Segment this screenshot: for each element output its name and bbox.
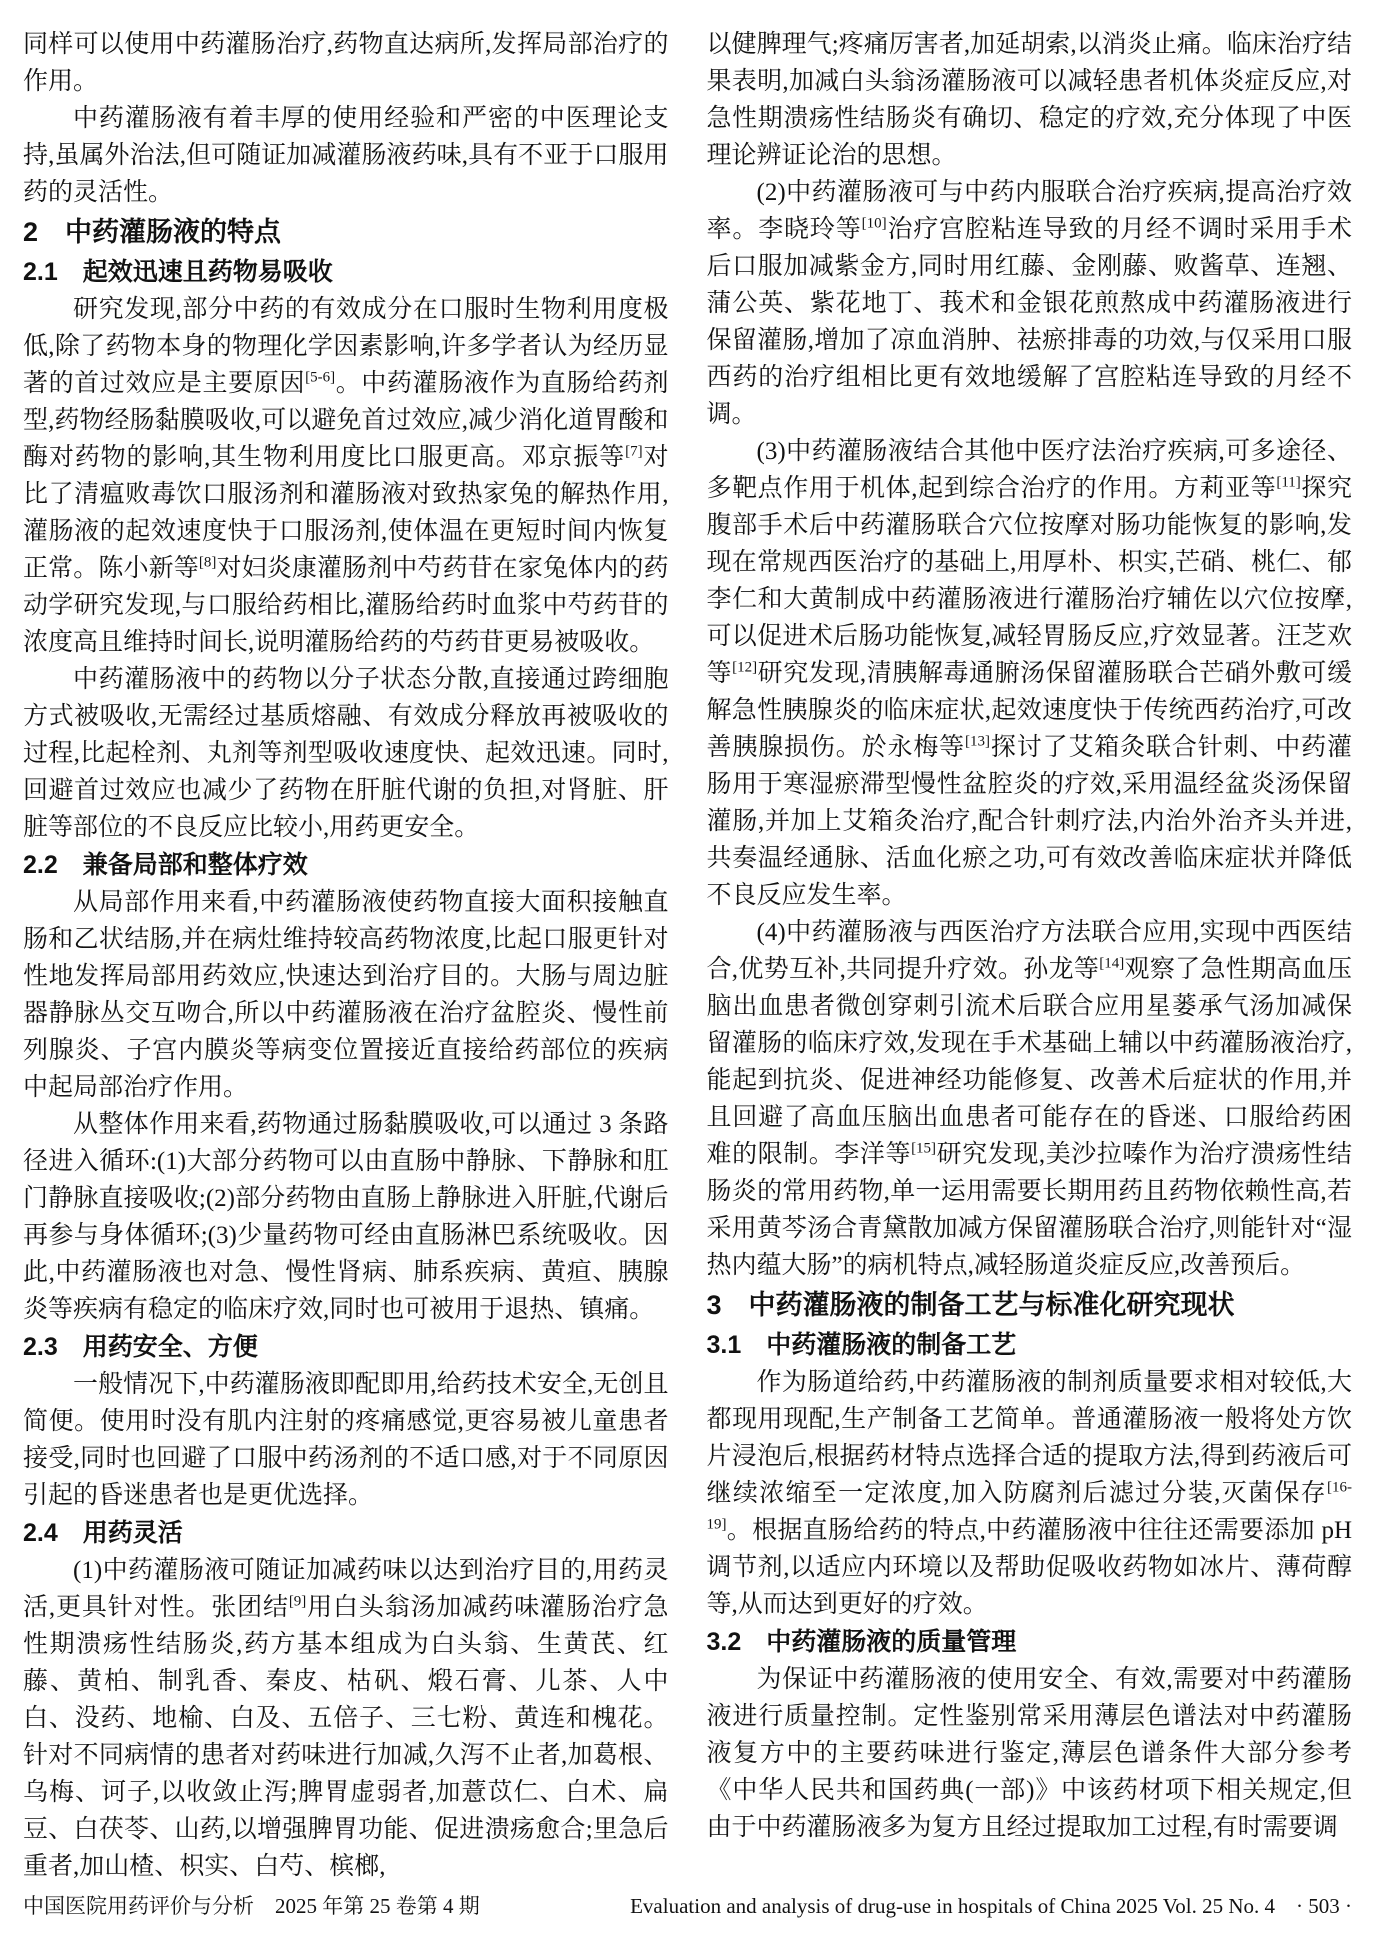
paragraph: 从整体作用来看,药物通过肠黏膜吸收,可以通过 3 条路径进入循环:(1)大部分药物可以由直肠中静脉、下静脉和肛门静脉直接吸收;(2)部分药物由直肠上静脉进入肝脏,代谢后再参与身体循环;(3)少量药物可经由直肠淋巴系统吸收。因此,中药灌肠液也对急、慢性肾病、肺系疾病、黄疸、胰腺炎等疾病有稳定的临床疗效,同时也可被用于退热、镇痛。 (23, 1111, 669, 1323)
reference-marker: [15] (911, 1140, 937, 1157)
paragraph: 研究发现,部分中药的有效成分在口服时生物利用度极低,除了药物本身的物理化学因素影响,许多学者认为经历显著的首过效应是主要原因[5-6]。中药灌肠液作为直肠给药剂型,药物经肠黏膜吸收,可以避免首过效应,减少消化道胃酸和酶对药物的影响,其生物利用度比口服更高。邓京振等[7]对比了清瘟败毒饮口服汤剂和灌肠液对致热家兔的解热作用,灌肠液的起效速度快于口服汤剂,使体温在更短时间内恢复正常。陈小新等[8]对妇炎康灌肠剂中芍药苷在家兔体内的药动学研究发现,与口服给药相比,灌肠给药时血浆中芍药苷的浓度高且维持时间长,说明灌肠给药的芍药苷更易被吸收。 (23, 296, 669, 656)
paragraph: (2)中药灌肠液可与中药内服联合治疗疾病,提高治疗效率。李晓玲等[10]治疗宫腔粘连导致的月经不调时采用手术后口服加减紫金方,同时用红藤、金刚藤、败酱草、连翘、蒲公英、紫花地丁、莪术和金银花煎熬成中药灌肠液进行保留灌肠,增加了凉血消肿、祛瘀排毒的功效,与仅采用口服西药的治疗组相比更有效地缓解了宫腔粘连导致的月经不调。 (706, 179, 1352, 428)
reference-marker: [12] (732, 659, 758, 676)
reference-marker: [10] (861, 215, 887, 232)
section-heading: 2 中药灌肠液的特点 (23, 217, 282, 247)
paragraph: (1)中药灌肠液可随证加减药味以达到治疗目的,用药灵活,更具针对性。张团结[9]用白头翁汤加减药味灌肠治疗急性期溃疡性结肠炎,药方基本组成为白头翁、生黄芪、红藤、黄柏、制乳香、秦皮、枯矾、煅石膏、儿茶、人中白、没药、地榆、白及、五倍子、三七粉、黄连和槐花。针对不同病情的患者对药味进行加减,久泻不止者,加葛根、乌梅、诃子,以收敛止泻;脾胃虚弱者,加薏苡仁、白术、扁豆、白茯苓、山药,以增强脾胃功能、促进溃疡愈合;里急后重者,加山楂、枳实、白芍、槟榔, (23, 1557, 669, 1880)
two-column-body (23, 26, 1352, 1885)
paragraph: (4)中药灌肠液与西医治疗方法联合应用,实现中西医结合,优势互补,共同提升疗效。孙龙等[14]观察了急性期高血压脑出血患者微创穿刺引流术后联合应用星蒌承气汤加减保留灌肠的临床疗效,发现在手术基础上辅以中药灌肠液治疗,能起到抗炎、促进神经功能修复、改善术后症状的作用,并且回避了高血压脑出血患者可能存在的昏迷、口服给药困难的限制。李洋等[15]研究发现,美沙拉嗪作为治疗溃疡性结肠炎的常用药物,单一运用需要长期用药且药物依赖性高,若采用黄芩汤合青黛散加减方保留灌肠联合治疗,则能针对“湿热内蕴大肠”的病机特点,减轻肠道炎症反应,改善预后。 (706, 919, 1352, 1279)
paragraph: 一般情况下,中药灌肠液即配即用,给药技术安全,无创且简便。使用时没有肌内注射的疼痛感觉,更容易被儿童患者接受,同时也回避了口服中药汤剂的不适口感,对于不同原因引起的昏迷患者也是更优选择。 (23, 1371, 669, 1509)
reference-marker: [16-19] (706, 1479, 1352, 1533)
subsection-heading: 3.1 中药灌肠液的制备工艺 (706, 1331, 1017, 1359)
subsection-heading: 2.2 兼备局部和整体疗效 (23, 851, 308, 879)
paragraph: 为保证中药灌肠液的使用安全、有效,需要对中药灌肠液进行质量控制。定性鉴别常采用薄层色谱法对中药灌肠液复方中的主要药味进行鉴定,薄层色谱条件大部分参考《中华人民共和国药典(一部)》中该药材项下相关规定,但由于中药灌肠液多为复方且经过提取加工过程,有时需要调 (706, 1666, 1352, 1841)
footer-journal-title-cn: 中国医院用药评价与分析 2025 年第 25 卷第 4 期 (23, 1894, 480, 1918)
paragraph: 从局部作用来看,中药灌肠液使药物直接大面积接触直肠和乙状结肠,并在病灶维持较高药物浓度,比起口服更针对性地发挥局部用药效应,快速达到治疗目的。大肠与周边脏器静脉丛交互吻合,所以中药灌肠液在治疗盆腔炎、慢性前列腺炎、子宫内膜炎等病变位置接近直接给药部位的疾病中起局部治疗作用。 (23, 889, 669, 1101)
right-column (707, 26, 1353, 1885)
footer-journal-title-en: Evaluation and analysis of drug-use in hospitals of China 2025 Vol. 25 No. 4 · 503 · (630, 1894, 1352, 1918)
reference-marker: [5-6] (305, 369, 336, 386)
reference-marker: [9] (288, 1593, 307, 1610)
reference-marker: [7] (625, 443, 643, 460)
subsection-heading: 2.4 用药灵活 (23, 1519, 183, 1547)
paragraph: 中药灌肠液有着丰厚的使用经验和严密的中医理论支持,虽属外治法,但可随证加减灌肠液药味,具有不亚于口服用药的灵活性。 (23, 105, 669, 206)
left-column (23, 26, 669, 1885)
reference-marker: [8] (198, 554, 217, 571)
subsection-heading: 2.1 起效迅速且药物易吸收 (23, 258, 333, 286)
paragraph: (3)中药灌肠液结合其他中医疗法治疗疾病,可多途径、多靶点作用于机体,起到综合治疗的作用。方莉亚等[11]探究腹部手术后中药灌肠联合穴位按摩对肠功能恢复的影响,发现在常规西医治疗的基础上,用厚朴、枳实,芒硝、桃仁、郁李仁和大黄制成中药灌肠液进行灌肠治疗辅佐以穴位按摩,可以促进术后肠功能恢复,减轻胃肠反应,疗效显著。汪芝欢等[12]研究发现,清胰解毒通腑汤保留灌肠联合芒硝外敷可缓解急性胰腺炎的临床症状,起效速度快于传统西药治疗,可改善胰腺损伤。於永梅等[13]探讨了艾箱灸联合针刺、中药灌肠用于寒湿瘀滞型慢性盆腔炎的疗效,采用温经盆炎汤保留灌肠,并加上艾箱灸治疗,配合针刺疗法,内治外治齐头并进,共奏温经通脉、活血化瘀之功,可有效改善临床症状并降低不良反应发生率。 (706, 438, 1352, 909)
paragraph: 同样可以使用中药灌肠治疗,药物直达病所,发挥局部治疗的作用。 (23, 31, 669, 95)
paragraph: 作为肠道给药,中药灌肠液的制剂质量要求相对较低,大都现用现配,生产制备工艺简单。普通灌肠液一般将处方饮片浸泡后,根据药材特点选择合适的提取方法,得到药液后可继续浓缩至一定浓度,加入防腐剂后滤过分装,灭菌保存[16-19]。根据直肠给药的特点,中药灌肠液中往往还需要添加 pH 调节剂,以适应内环境以及帮助促吸收药物如冰片、薄荷醇等,从而达到更好的疗效。 (706, 1369, 1352, 1618)
paragraph: 中药灌肠液中的药物以分子状态分散,直接通过跨细胞方式被吸收,无需经过基质熔融、有效成分释放再被吸收的过程,比起栓剂、丸剂等剂型吸收速度快、起效迅速。同时,回避首过效应也减少了药物在肝脏代谢的负担,对肾脏、肝脏等部位的不良反应比较小,用药更安全。 (23, 666, 669, 841)
subsection-heading: 2.3 用药安全、方便 (23, 1333, 258, 1361)
page-footer (23, 1890, 1352, 1920)
reference-marker: [11] (1276, 474, 1301, 491)
reference-marker: [13] (965, 733, 991, 750)
subsection-heading: 3.2 中药灌肠液的质量管理 (706, 1628, 1017, 1656)
reference-marker: [14] (1099, 955, 1125, 972)
paragraph: 以健脾理气;疼痛厉害者,加延胡索,以消炎止痛。临床治疗结果表明,加减白头翁汤灌肠液可以减轻患者机体炎症反应,对急性期溃疡性结肠炎有确切、稳定的疗效,充分体现了中医理论辨证论治的思想。 (706, 31, 1352, 169)
section-heading: 3 中药灌肠液的制备工艺与标准化研究现状 (706, 1290, 1235, 1320)
